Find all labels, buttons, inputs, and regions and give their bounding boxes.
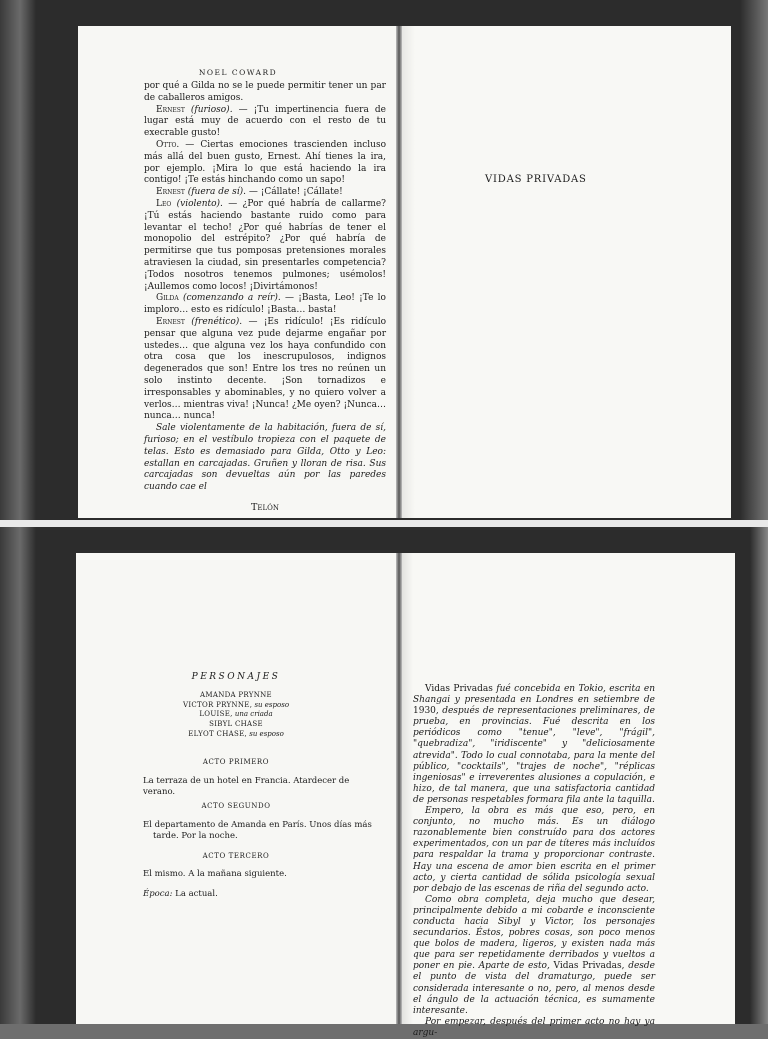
preface-segment: desde el punto de vista del dramaturgo, puede ser considerada interesante o no, pero, al menos desde el ángulo de la actuación técnica, es sumamente interesante. [413, 961, 656, 1016]
speaker-name: Ernest [156, 187, 185, 198]
curtain-label: Telón [251, 501, 279, 513]
cast-role: su esposo [254, 700, 290, 709]
speaker-name: Ernest [156, 316, 185, 327]
preface-segment: Por empezar, después del primer acto no hay ya argu- [413, 1016, 655, 1038]
cast-member [76, 720, 396, 730]
cast-list [76, 691, 396, 740]
speech-text: — ¡Cállate! ¡Cállate! [246, 187, 343, 198]
preface-segment: fué concebida en Tokio, escrita en Shangai y presentada en Londres en setiembre de [413, 684, 655, 706]
speaker-name: Gilda [156, 293, 179, 304]
speech-text: — ¡Basta, Leo! ¡Te lo imploro… esto es ridículo! ¡Basta… basta! [144, 293, 386, 316]
cast-member [76, 730, 396, 740]
epoch-value: La actual. [175, 889, 218, 899]
book-gutter-bottom [396, 553, 402, 1024]
preface-paragraph [413, 1017, 655, 1039]
cast-title: PERSONAJES [191, 672, 281, 682]
page-bottom-left [76, 553, 398, 1024]
preface-segment: Vidas Privadas [425, 684, 497, 694]
stage-direction: (violento). [176, 198, 223, 209]
cast-member [76, 691, 396, 701]
dialogue-line [144, 317, 386, 423]
cast-name: VICTOR PRYNNE, [182, 700, 253, 709]
preface-text [413, 684, 655, 1039]
speaker-name: Leo [156, 198, 172, 209]
preface-paragraph [413, 895, 655, 1017]
page-top-right [401, 26, 731, 518]
preface-paragraph [413, 684, 655, 806]
preface-segment: después de representaciones preliminares, de prueba, en provincias. Fué descrita en los periódicos como "tenue", "leve", "frágil", "quebradiza", "iridiscente" y "deliciosamente atrevida". Todo lo cual connotaba, para la mente del público, "cocktails", "trajes de noche", "réplicas ingeniosas" e irreverentes alusiones a copulación, e hizo, de tal manera, que una satisfactoria cantidad de personas respetables formara fila ante la taquilla. [413, 706, 655, 805]
section-title: VIDAS PRIVADAS [485, 174, 587, 185]
epoch-line [143, 889, 383, 900]
cast-name: SIBYL CHASE [209, 720, 263, 729]
epoch-label: Época: [143, 889, 173, 899]
cast-name: ELYOT CHASE, [188, 729, 247, 738]
speech-text: — Ciertas emociones trascienden incluso más allá del buen gusto, Ernest. Ahí tienes la ira, por ejemplo. ¡Mira lo que está haciendo la ira contigo! ¡Te estás hinchando como un sapo! [144, 139, 386, 186]
stage-direction: (fuera de sí). [187, 187, 247, 198]
page-top-left [78, 26, 398, 518]
dialogue-line: por qué a Gilda no se le puede permitir tener un par de caballeros amigos. [144, 81, 386, 103]
speaker-name: Otto. [156, 139, 180, 150]
dialogue-line [144, 199, 386, 293]
preface-segment: Empero, la obra es más que eso, pero, en conjunto, no mucho más. Es un diálogo razonablemente bien construído para dos actores experimentados, con un par de títeres más incluídos para respaldar la trama y proporcionar contraste. Hay una escena de amor bien escrita en el primer acto, y cierta cantidad de sólida psicología sexual por debajo de las escenas de riña del segundo acto. [413, 806, 655, 894]
preface-paragraph [413, 806, 655, 895]
dialogue-line [144, 105, 386, 140]
stage-direction: (furioso). [190, 104, 233, 115]
speech-text: — ¿Por qué habría de callarme? ¡Tú estás haciendo bastante ruido como para levantar el techo! ¿Por qué habrías de tener el monopolio del estrépito? ¿Por qué habría de permitirse que tus pomposas pretensiones morales atraviesen la ciudad, sin presentarles competencia? ¡Todos nosotros tenemos pulmones; usémolos! ¡Aullemos como locos! ¡Divirtámonos! [144, 198, 386, 292]
act-setting: La terraza de un hotel en Francia. Atardecer de verano. [143, 776, 350, 797]
book-gutter-top [396, 26, 402, 518]
speech-text: — ¡Tu impertinencia fuera de lugar está muy de acuerdo con el resto de tu execrable gusto! [144, 104, 386, 139]
cast-role: su esposo [249, 729, 284, 738]
act-setting: El departamento de Amanda en París. Unos días más tarde. Por la noche. [143, 820, 372, 841]
stage-direction: (frenético). [191, 316, 243, 327]
running-header: NOEL COWARD [198, 68, 278, 77]
cast-role: una criada [234, 710, 273, 719]
dialogue-column [144, 81, 386, 514]
dialogue-line [144, 187, 386, 199]
cast-name: AMANDA PRYNNE [200, 691, 272, 699]
cast-member [76, 710, 396, 720]
stage-direction: (comenzando a reír). [182, 293, 281, 304]
act-heading: ACTO SEGUNDO [201, 802, 271, 810]
dialogue-line [144, 293, 386, 317]
speech-text: — ¡Es ridículo! ¡Es ridículo pensar que alguna vez pude dejarme engañar por ustedes… que alguna vez los haya confundido con otra cosa que los inescrupulosos, indignos degenerados que son! Entre los tres no reúnen un solo instinto decente. ¡Son tornadizos e irresponsables y abominables, y no quiero volver a verlos… mientras viva! ¡Nunca! ¿Me oyen? ¡Nunca… nunca… nunca! [144, 316, 386, 422]
cast-member [76, 701, 396, 711]
cast-name: LOUISE, [199, 710, 233, 719]
act-heading: ACTO TERCERO [202, 852, 270, 860]
preface-segment: 1930, [413, 706, 439, 717]
page-bottom-right [401, 553, 735, 1038]
dialogue-line [144, 140, 386, 187]
act-heading: ACTO PRIMERO [202, 758, 270, 766]
speaker-name: Ernest [156, 104, 185, 115]
preface-segment: Vidas Privadas, [553, 961, 625, 972]
act-setting: El mismo. A la mañana siguiente. [143, 869, 287, 879]
stage-direction: Sale violentamente de la habitación, fuera de sí, furioso; en el vestíbulo tropieza con el paquete de telas. Esto es demasiado para Gilda, Otto y Leo: estallan en carcajadas. Gruñen y lloran de risa. Sus carcajadas son devueltas aún por las paredes cuando cae el [144, 423, 386, 493]
preface-segment: Como obra completa, deja mucho que desear, principalmente debido a mi cobarde e inconsciente conducta hacia Sibyl y Victor, los personajes secundarios. Éstos, pobres cosas, son poco menos que bolos de madera, ligeros, y existen nada más que para ser repetidamente derribados y vueltos a poner en pie. Aparte de esto, [413, 894, 655, 972]
